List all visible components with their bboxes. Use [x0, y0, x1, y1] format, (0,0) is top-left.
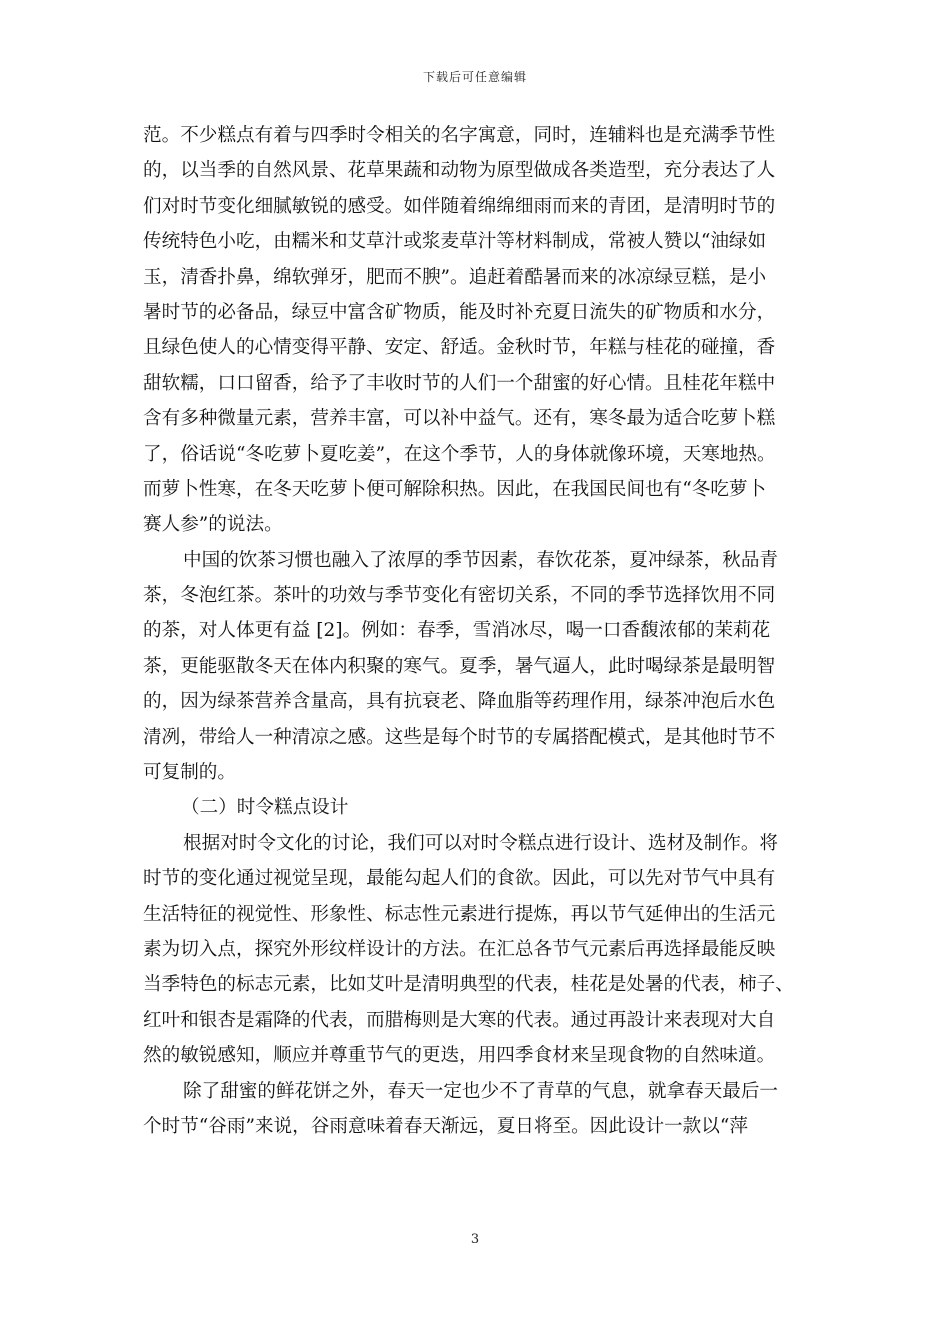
- text-line: 可复制的。: [143, 762, 236, 784]
- text-line: 的茶，对人体更有益 [2]。例如：春季，雪消冰尽，喝一口香馥浓郁的茉莉花: [143, 620, 771, 642]
- paragraph-start-line: 中国的饮茶习惯也融入了浓厚的季节因素，春饮花茶，夏冲绿茶，秋品青: [183, 549, 779, 571]
- text-line: 素为切入点，探究外形纹样设计的方法。在汇总各节气元素后再选择最能反映: [143, 938, 776, 960]
- text-line: 茶，冬泡红茶。茶叶的功效与季节变化有密切关系，不同的季节选择饮用不同: [143, 585, 776, 607]
- paragraph-start-line: 根据对时令文化的讨论，我们可以对时令糕点进行设计、选材及制作。将: [183, 832, 779, 854]
- text-line: 传统特色小吃，由糯米和艾草汁或浆麦草汁等材料制成，常被人赞以“油绿如: [143, 231, 767, 253]
- text-line: 清冽，带给人一种清凉之感。这些是每个时节的专属搭配模式，是其他时节不: [143, 726, 776, 748]
- paragraph-start-line: 除了甜蜜的鲜花饼之外，春天一定也少不了青草的气息，就拿春天最后一: [183, 1080, 779, 1102]
- page-number: 3: [470, 1232, 480, 1247]
- text-line: 的，以当季的自然风景、花草果蔬和动物为原型做成各类造型，充分表达了人: [143, 160, 776, 182]
- text-line: 了，俗话说“冬吃萝卜夏吃姜”，在这个季节，人的身体就像环境，天寒地热。: [143, 443, 776, 465]
- text-line: 时节的变化通过视觉呈现，最能勾起人们的食欲。因此，可以先对节气中具有: [143, 868, 776, 890]
- text-line: 而萝卜性寒，在冬天吃萝卜便可解除积热。因此，在我国民间也有“冬吃萝卜: [143, 478, 767, 500]
- page-header: 下载后可任意编辑: [422, 70, 527, 84]
- text-line: 玉，清香扑鼻，绵软弹牙，肥而不腴”。追赶着酷暑而来的冰凉绿豆糕，是小: [143, 266, 767, 288]
- text-line: 们对时节变化细腻敏锐的感受。如伴随着绵绵细雨而来的青团，是清明时节的: [143, 195, 776, 217]
- text-line: 当季特色的标志元素，比如艾叶是清明典型的代表，桂花是处暑的代表，柿子、: [143, 974, 794, 996]
- text-line: 范。不少糕点有着与四季时令相关的名字寓意，同时，连辅料也是充满季节性: [143, 125, 776, 146]
- text-line: 茶，更能驱散冬天在体内积聚的寒气。夏季，暑气逼人，此时喝绿茶是最明智: [143, 655, 776, 677]
- body-text: [143, 118, 813, 1144]
- section-heading: （二）时令糕点设计: [181, 797, 349, 819]
- text-line: 个时节“谷雨”来说，谷雨意味着春天渐远，夏日将至。因此设计一款以“萍: [143, 1115, 748, 1137]
- text-line: 赛人参”的说法。: [143, 514, 283, 536]
- text-line: 红叶和银杏是霜降的代表，而腊梅则是大寒的代表。通过再設计来表现对大自: [143, 1009, 776, 1031]
- text-line: 生活特征的视觉性、形象性、标志性元素进行提炼，再以节气延伸出的生活元: [143, 903, 776, 925]
- text-line: 甜软糯，口口留香，给予了丰收时节的人们一个甜蜜的好心情。且桂花年糕中: [143, 372, 776, 394]
- text-line: 然的敏锐感知，顺应并尊重节气的更迭，用四季食材来呈现食物的自然味道。: [143, 1045, 776, 1067]
- text-line: 暑时节的必备品，绿豆中富含矿物质，能及时补充夏日流失的矿物质和水分，: [143, 301, 776, 323]
- text-line: 的，因为绿茶营养含量高，具有抗衰老、降血脂等药理作用，绿茶冲泡后水色: [143, 691, 776, 713]
- text-line: 含有多种微量元素，营养丰富，可以补中益气。还有，寒冬最为适合吃萝卜糕: [143, 408, 776, 430]
- text-line: 且绿色使人的心情变得平静、安定、舒适。金秋时节，年糕与桂花的碰撞，香: [143, 337, 776, 359]
